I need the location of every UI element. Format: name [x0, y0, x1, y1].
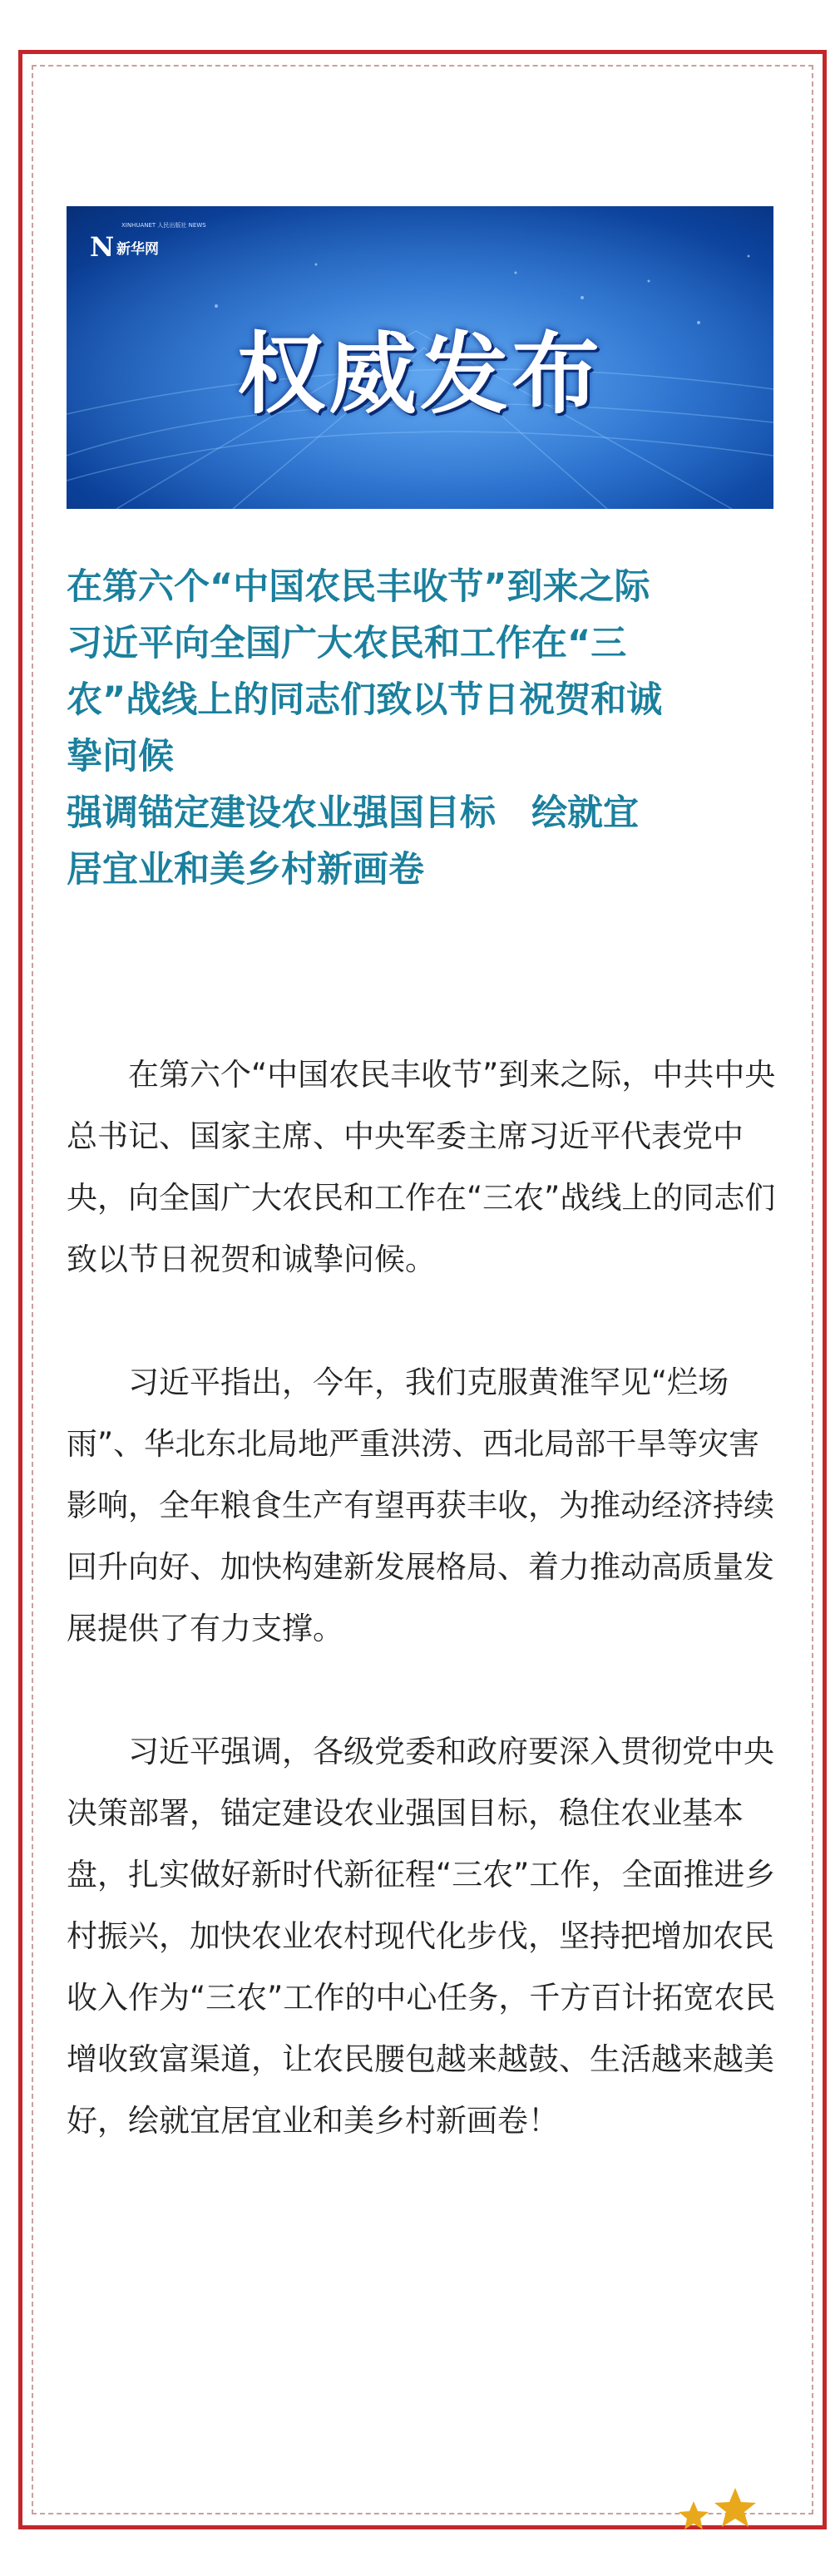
headline-line: 习近平向全国广大农民和工作在“三: [67, 623, 627, 664]
banner-title: 权威发布: [237, 323, 603, 426]
headline-line: 挚问候: [67, 736, 174, 777]
star-decoration: [675, 2476, 767, 2534]
headline-line: 农”战线上的同志们致以节日祝贺和诚: [67, 679, 663, 721]
svg-text:N: N: [90, 233, 115, 261]
authority-release-banner: [67, 206, 773, 509]
xinhua-news-logo: [90, 222, 206, 261]
star-icon: [714, 2488, 756, 2527]
xinhua-news-logo-icon: [90, 233, 115, 261]
logo-subtext: XINHUANET 人民出版社 NEWS: [121, 222, 206, 229]
body-paragraph: 在第六个“中国农民丰收节”到来之际，中共中央总书记、国家主席、中央军委主席习近平代表党中央，向全国广大农民和工作在“三农”战线上的同志们致以节日祝贺和诚挚问候。: [67, 1057, 776, 1277]
headline-line: 居宜业和美乡村新画卷: [67, 849, 424, 891]
body-paragraph: 习近平指出，今年，我们克服黄淮罕见“烂场雨”、华北东北局地严重洪涝、西北局部干旱等灾害影响，全年粮食生产有望再获丰收，为推动经济持续回升向好、加快构建新发展格局、着力推动高质量发展提供了有力支撑。: [67, 1364, 774, 1646]
headline-line: 在第六个“中国农民丰收节”到来之际: [67, 566, 650, 608]
logo-text: 新华网: [116, 240, 159, 258]
body-paragraph: 习近平强调，各级党委和政府要深入贯彻党中央决策部署，锚定建设农业强国目标，稳住农业基本盘，扎实做好新时代新征程“三农”工作，全面推进乡村振兴，加快农业农村现代化步伐，坚持把增加农民收入作为“三农”工作的中心任务，千方百计拓宽农民增收致富渠道，让农民腰包越来越鼓、生活越来越美好，绘就宜居宜业和美乡村新画卷！: [67, 1734, 776, 2139]
headline-line: 强调锚定建设农业强国目标 绘就宜: [67, 792, 639, 834]
star-icon: [679, 2501, 709, 2529]
headline: [67, 559, 782, 898]
article-body: [67, 1044, 780, 2213]
